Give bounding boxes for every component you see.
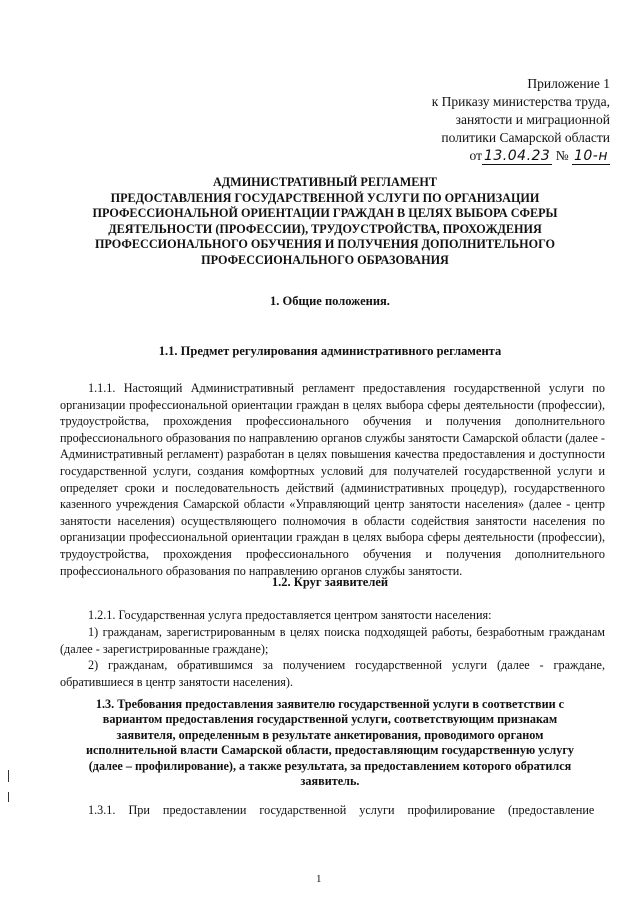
title-line-4: ДЕЯТЕЛЬНОСТИ (ПРОФЕССИИ), ТРУДОУСТРОЙСТВА, ПРОХОЖДЕНИЯ xyxy=(108,221,542,236)
section-1-3-heading xyxy=(60,697,600,789)
annex-line-4: политики Самарской области xyxy=(441,130,610,145)
title-line-6: ПРОФЕССИОНАЛЬНОГО ОБРАЗОВАНИЯ xyxy=(201,252,449,267)
margin-mark xyxy=(8,770,9,782)
title-line-2: ПРЕДОСТАВЛЕНИЯ ГОСУДАРСТВЕННОЙ УСЛУГИ ПО ОРГАНИЗАЦИИ xyxy=(110,190,540,205)
section-1-heading: 1. Общие положения. xyxy=(270,294,390,308)
title-line-5: ПРОФЕССИОНАЛЬНОГО ОБУЧЕНИЯ И ПОЛУЧЕНИЯ ДОПОЛНИТЕЛЬНОГО xyxy=(94,237,556,251)
section-1-3-heading-line-4: исполнительной власти Самарской области, предоставляющим государственную услугу xyxy=(86,743,574,758)
section-1-3-heading-line-5: (далее – профилирование), а также результата, за предоставлением которого обратился xyxy=(88,758,572,773)
date-prefix: от xyxy=(469,148,482,163)
handwritten-number: 10-н xyxy=(573,148,608,164)
handwritten-date: 13.04.23 xyxy=(483,148,551,164)
section-1-3-heading-line-1: 1.3. Требования предоставления заявителю государственной услуги в соответствии с xyxy=(95,697,565,711)
section-1-2-heading: 1.2. Круг заявителей xyxy=(271,575,389,589)
number-prefix: № xyxy=(555,148,569,163)
title-line-3: ПРОФЕССИОНАЛЬНОЙ ОРИЕНТАЦИИ ГРАЖДАН В ЦЕЛЯХ ВЫБОРА СФЕРЫ xyxy=(92,206,558,220)
section-1-1-heading: 1.1. Предмет регулирования административного регламента xyxy=(158,344,502,358)
paragraph-1-2-1-item-1: 1) гражданам, зарегистрированным в целях поиска подходящей работы, безработным гражданам (далее - зарегистрированные граждане); xyxy=(60,625,605,656)
annex-date-line xyxy=(370,147,610,165)
paragraph-1-2-1-item-2: 2) гражданам, обратившимся за получением государственной услуги (далее - граждане, обратившиеся в центр занятости населения). xyxy=(60,658,605,689)
annex-line-3: занятости и миграционной xyxy=(455,112,610,127)
annex-block xyxy=(370,75,610,165)
section-1-3-heading-line-3: заявителя, определенным в результате анкетирования, проводимого органом xyxy=(116,727,544,742)
margin-mark xyxy=(8,792,9,802)
page-number: 1 xyxy=(316,873,322,885)
title-line-1: АДМИНИСТРАТИВНЫЙ РЕГЛАМЕНТ xyxy=(213,175,437,189)
section-1-3-heading-line-6: заявитель. xyxy=(300,774,360,789)
paragraph-1-3-1: 1.3.1. При предоставлении государственной услуги профилирование (предоставление xyxy=(88,803,595,817)
section-1-3-heading-line-2: вариантом предоставления государственной услуги, соответствующим признакам xyxy=(102,712,558,727)
paragraph-1-2-1: 1.2.1. Государственная услуга предоставляется центром занятости населения: xyxy=(88,608,492,622)
annex-line-2: к Приказу министерства труда, xyxy=(431,94,610,109)
annex-line-1: Приложение 1 xyxy=(527,76,610,91)
paragraph-1-1-1: 1.1.1. Настоящий Административный регламент предоставления государственной услуги по организации профессиональной ориентации граждан в целях выбора сферы деятельности (профессии), трудоустройства, прохождения профессионального обучения и получения дополнительного профессионального образования по направлению органов службы занятости Самарской области (далее - Административный регламент) разработан в целях повышения качества предоставления и доступности государственной услуги, создания комфортных условий для получателей государственной услуги и определяет сроки и последовательность действий (административных процедур), государственного казенного учреждения Самарской области «Управляющий центр занятости населения» (далее - центр занятости населения) осуществляющего полномочия в области содействия занятости населения по организации профессиональной ориентации граждан в целях выбора сферы деятельности (профессии), трудоустройства, прохождения профессионального обучения и получения дополнительного профессионального образования по направлению органов службы занятости. xyxy=(60,381,605,578)
document-title xyxy=(70,175,580,268)
